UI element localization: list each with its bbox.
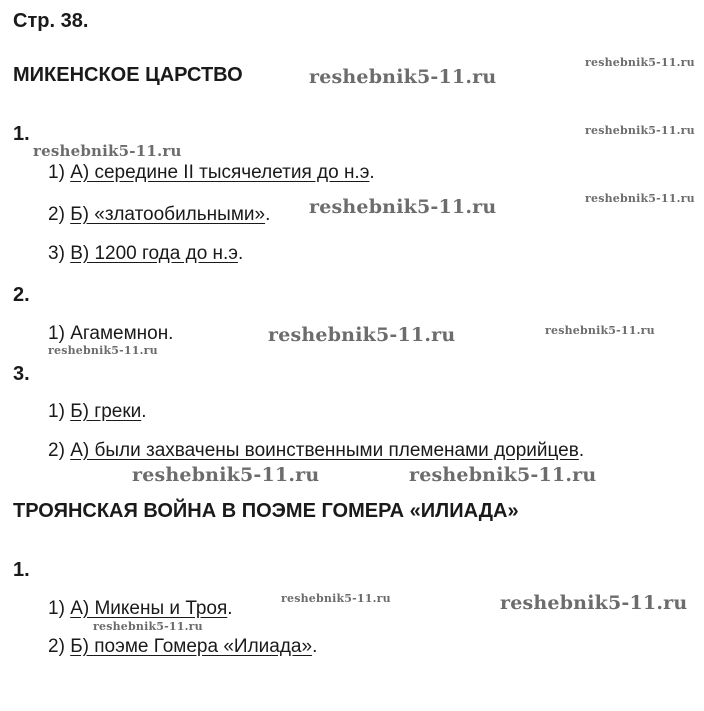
answer-text: А) середине II тысячелетия до н.э <box>70 162 370 183</box>
answer-suffix: . <box>312 636 318 657</box>
watermark-text: reshebnik5-11.ru <box>268 324 456 346</box>
watermark-text: reshebnik5-11.ru <box>500 592 688 614</box>
answer-prefix: 1) <box>48 598 71 619</box>
answer-prefix: 2) <box>48 440 71 461</box>
answer-text: Б) «златообильными» <box>70 204 266 225</box>
answer-suffix: . <box>578 440 585 461</box>
question-number: 2. <box>13 284 30 306</box>
answer-line <box>48 598 233 620</box>
answer-prefix: 1) <box>48 401 71 422</box>
answer-prefix: 3) <box>48 243 71 264</box>
watermark-text: reshebnik5-11.ru <box>48 344 158 357</box>
answer-suffix: . <box>238 243 244 264</box>
answer-text: В) 1200 года до н.э <box>70 243 239 264</box>
watermark-text: reshebnik5-11.ru <box>132 464 320 486</box>
watermark-text: reshebnik5-11.ru <box>309 196 497 218</box>
answer-text: Б) греки <box>70 401 142 422</box>
page-label: Стр. 38. <box>13 10 89 32</box>
watermark-text: reshebnik5-11.ru <box>585 192 695 205</box>
watermark-text: reshebnik5-11.ru <box>93 620 203 633</box>
answer-text: Б) поэме Гомера «Илиада» <box>70 636 313 657</box>
watermark-text: reshebnik5-11.ru <box>585 56 695 69</box>
watermark-text: reshebnik5-11.ru <box>585 124 695 137</box>
answer-text: А) Микены и Троя <box>70 598 228 619</box>
answer-suffix: . <box>265 204 271 225</box>
watermark-text: reshebnik5-11.ru <box>281 592 391 605</box>
answer-prefix: 2) <box>48 204 71 225</box>
answer-line <box>48 323 173 345</box>
answer-prefix: 1) <box>48 162 71 183</box>
watermark-text: reshebnik5-11.ru <box>409 464 597 486</box>
watermark-text: reshebnik5-11.ru <box>309 66 497 88</box>
answer-line <box>48 401 147 423</box>
answer-text: А) были захвачены воинственными племенами дорийцев <box>70 440 579 461</box>
answer-line <box>48 440 584 462</box>
answer-prefix: 2) <box>48 636 71 657</box>
answer-line <box>48 162 375 184</box>
answer-prefix: 1) <box>48 323 71 344</box>
section-title-trojan-war: ТРОЯНСКАЯ ВОЙНА В ПОЭМЕ ГОМЕРА «ИЛИАДА» <box>13 500 519 522</box>
answer-line <box>48 204 270 226</box>
answer-line <box>48 636 317 658</box>
question-number: 3. <box>13 363 30 385</box>
answer-suffix: . <box>141 401 147 422</box>
question-number: 1. <box>13 559 30 581</box>
answer-text: Агамемнон. <box>70 323 174 344</box>
answer-suffix: . <box>369 162 375 183</box>
watermark-text: reshebnik5-11.ru <box>545 324 655 337</box>
watermark-text: reshebnik5-11.ru <box>33 142 182 160</box>
answer-line <box>48 243 243 265</box>
answer-suffix: . <box>227 598 233 619</box>
question-number: 1. <box>13 123 30 145</box>
section-title-mycenaean-kingdom: МИКЕНСКОЕ ЦАРСТВО <box>13 64 243 86</box>
